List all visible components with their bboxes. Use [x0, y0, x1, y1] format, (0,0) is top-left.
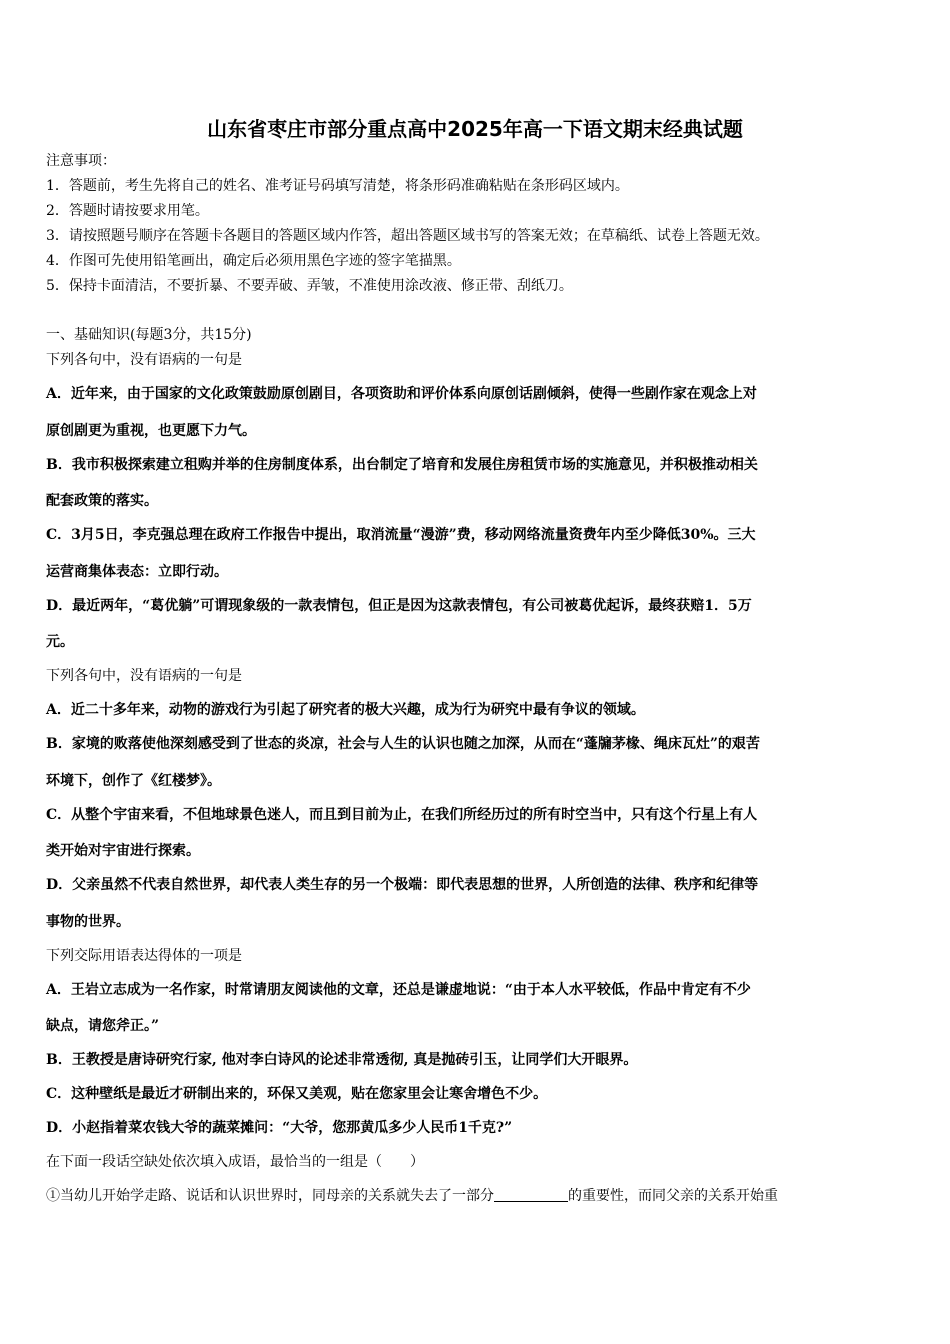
option-b-cont: 配套政策的落实。: [46, 493, 158, 509]
passage-line: [46, 1187, 778, 1205]
answer-blank: [494, 1187, 568, 1202]
question-stem: 在下面一段话空缺处依次填入成语，最恰当的一组是（ ）: [46, 1154, 424, 1170]
notice-heading: 注意事项：: [46, 153, 116, 169]
question-stem: 下列交际用语表达得体的一项是: [46, 948, 242, 964]
option-d: D．父亲虽然不代表自然世界，却代表人类生存的另一个极端：即代表思想的世界，人所创造的法律、秩序和纪律等: [46, 877, 759, 893]
question-stem: 下列各句中，没有语病的一句是: [46, 668, 242, 684]
page-title: 山东省枣庄市部分重点高中2025年高一下语文期末经典试题: [207, 117, 743, 141]
passage-after: 的重要性，而同父亲的关系开始重: [568, 1188, 778, 1204]
option-c-cont: 类开始对宇宙进行探索。: [46, 843, 200, 859]
option-c: C．这种壁纸是最近才研制出来的，环保又美观，贴在您家里会让寒舍增色不少。: [46, 1086, 548, 1102]
option-b: B．王教授是唐诗研究行家, 他对李白诗风的论述非常透彻, 真是抛砖引玉，让同学们大开眼界。: [46, 1052, 638, 1068]
section-heading: 一、基础知识(每题3分，共15分): [46, 327, 252, 343]
option-d: D．小赵指着菜农钱大爷的蔬菜摊问：“大爷，您那黄瓜多少人民币1千克?”: [46, 1120, 513, 1136]
notice-item: 4．作图可先使用铅笔画出，确定后必须用黑色字迹的签字笔描黑。: [46, 253, 461, 269]
question-stem: 下列各句中，没有语病的一句是: [46, 352, 242, 368]
option-a: A．王岩立志成为一名作家，时常请朋友阅读他的文章，还总是谦虚地说：“由于本人水平较低，作品中肯定有不少: [46, 982, 751, 998]
option-a-cont: 原创剧更为重视，也更愿下力气。: [46, 423, 256, 439]
option-a: A．近年来，由于国家的文化政策鼓励原创剧目，各项资助和评价体系向原创话剧倾斜，使得一些剧作家在观念上对: [46, 386, 757, 402]
passage-before: ①当幼儿开始学走路、说话和认识世界时，同母亲的关系就失去了一部分: [46, 1188, 494, 1204]
option-d: D．最近两年，“葛优躺”可谓现象级的一款表情包，但正是因为这款表情包，有公司被葛优起诉，最终获赔1．5万: [46, 598, 752, 614]
option-b-cont: 环境下，创作了《红楼梦》。: [46, 773, 221, 789]
option-b: B．我市积极探索建立租购并举的住房制度体系，出台制定了培育和发展住房租赁市场的实施意见，并积极推动相关: [46, 457, 758, 473]
option-d-cont: 元。: [46, 634, 74, 650]
option-b: B．家境的败落使他深刻感受到了世态的炎凉，社会与人生的认识也随之加深，从而在“蓬牖茅椽、绳床瓦灶”的艰苦: [46, 736, 760, 752]
option-a: A．近二十多年来，动物的游戏行为引起了研究者的极大兴趣，成为行为研究中最有争议的领域。: [46, 702, 645, 718]
option-c-cont: 运营商集体表态：立即行动。: [46, 564, 228, 580]
option-c: C．3月5日，李克强总理在政府工作报告中提出，取消流量“漫游”费，移动网络流量资费年内至少降低30%。三大: [46, 527, 756, 543]
notice-item: 5．保持卡面清洁，不要折暴、不要弄破、弄皱，不准使用涂改液、修正带、刮纸刀。: [46, 278, 573, 294]
option-c: C．从整个宇宙来看，不但地球景色迷人，而且到目前为止，在我们所经历过的所有时空当中，只有这个行星上有人: [46, 807, 758, 823]
option-a-cont: 缺点，请您斧正。”: [46, 1018, 160, 1034]
notice-item: 1．答题前，考生先将自己的姓名、准考证号码填写清楚，将条形码准确粘贴在条形码区域内。: [46, 178, 629, 194]
notice-item: 2．答题时请按要求用笔。: [46, 203, 209, 219]
notice-item: 3．请按照题号顺序在答题卡各题目的答题区域内作答，超出答题区域书写的答案无效；在草稿纸、试卷上答题无效。: [46, 228, 769, 244]
option-d-cont: 事物的世界。: [46, 914, 130, 930]
